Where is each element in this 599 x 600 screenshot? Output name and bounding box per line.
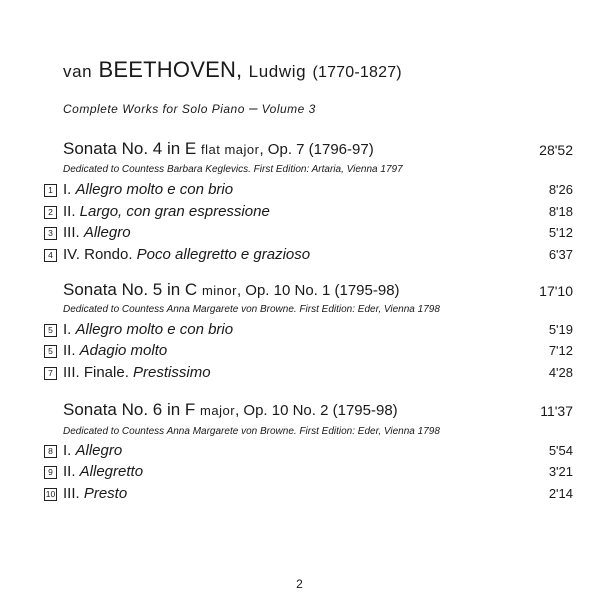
sonata-total-duration: 28'52 bbox=[539, 142, 573, 158]
track-duration: 7'12 bbox=[548, 343, 573, 358]
track-title bbox=[63, 485, 127, 502]
sonata-dedication: Dedicated to Countess Barbara Keglevics. First Edition: Artaria, Vienna 1797 bbox=[63, 164, 403, 175]
composer-separator: , bbox=[236, 57, 243, 82]
track-row[interactable] bbox=[44, 321, 573, 341]
track-tempo: Largo, con gran espressione bbox=[79, 203, 270, 220]
sonata-title-main: Sonata No. 4 in E bbox=[63, 139, 197, 158]
track-tempo: Adagio molto bbox=[79, 342, 168, 359]
track-movement: I. bbox=[63, 442, 76, 459]
track-title bbox=[63, 342, 167, 359]
track-tempo: Allegro bbox=[83, 224, 131, 241]
sonata-title-main: Sonata No. 6 in F bbox=[63, 400, 196, 419]
track-duration: 8'26 bbox=[548, 182, 573, 197]
sonata-dedication: Dedicated to Countess Anna Margarete von Browne. First Edition: Eder, Vienna 1798 bbox=[63, 426, 440, 437]
track-title bbox=[63, 246, 310, 263]
sonata-dedication: Dedicated to Countess Anna Margarete von Browne. First Edition: Eder, Vienna 1798 bbox=[63, 304, 440, 315]
track-row[interactable] bbox=[44, 442, 573, 462]
track-tempo: Poco allegretto e grazioso bbox=[136, 246, 311, 263]
sonata-title-key: major bbox=[200, 403, 236, 418]
track-row[interactable] bbox=[44, 246, 573, 266]
track-movement: II. bbox=[63, 342, 80, 359]
sonata-title-opus: , Op. 10 No. 2 (1795-98) bbox=[235, 402, 398, 419]
track-title bbox=[63, 321, 233, 338]
track-duration: 5'19 bbox=[548, 322, 573, 337]
sonata-title bbox=[63, 139, 374, 159]
track-movement: III. Finale. bbox=[63, 364, 134, 381]
track-row[interactable] bbox=[44, 203, 573, 223]
track-title bbox=[63, 181, 233, 198]
album-subtitle bbox=[63, 100, 316, 117]
track-tempo: Allegro molto e con brio bbox=[75, 181, 234, 198]
track-duration: 3'21 bbox=[548, 464, 573, 479]
track-duration: 4'28 bbox=[548, 365, 573, 380]
track-number-box: 9 bbox=[44, 466, 57, 479]
track-movement: II. bbox=[63, 203, 80, 220]
track-title bbox=[63, 203, 270, 220]
track-row[interactable] bbox=[44, 364, 573, 384]
track-number-box: 7 bbox=[44, 367, 57, 380]
track-duration: 8'18 bbox=[548, 204, 573, 219]
track-movement: IV. Rondo. bbox=[63, 246, 137, 263]
track-row[interactable] bbox=[44, 224, 573, 244]
subtitle-volume: Volume 3 bbox=[261, 102, 316, 116]
composer-years: (1770-1827) bbox=[312, 64, 402, 81]
track-title bbox=[63, 224, 131, 241]
track-number-box: 10 bbox=[45, 489, 56, 499]
track-number-box: 1 bbox=[44, 184, 57, 197]
track-number-box: 5 bbox=[44, 345, 57, 358]
track-tempo: Prestissimo bbox=[133, 364, 211, 381]
sonata-title-key: minor bbox=[201, 283, 237, 298]
track-movement: II. bbox=[63, 463, 80, 480]
track-tempo: Allegro bbox=[75, 442, 123, 459]
track-movement: I. bbox=[63, 321, 76, 338]
track-number-box: 4 bbox=[44, 249, 57, 262]
track-duration: 6'37 bbox=[548, 247, 573, 262]
track-title bbox=[63, 364, 211, 381]
composer-heading bbox=[63, 57, 402, 83]
track-duration: 5'54 bbox=[548, 443, 573, 458]
track-number-box: 5 bbox=[44, 324, 57, 337]
composer-first-name: Ludwig bbox=[248, 62, 307, 81]
track-number-box: 8 bbox=[44, 445, 57, 458]
track-row[interactable] bbox=[44, 463, 573, 483]
track-tempo: Presto bbox=[83, 485, 128, 502]
page-number: 2 bbox=[296, 577, 303, 591]
composer-prefix: van bbox=[63, 62, 93, 81]
subtitle-dash: – bbox=[244, 100, 262, 117]
track-duration: 5'12 bbox=[548, 225, 573, 240]
track-tempo: Allegretto bbox=[79, 463, 144, 480]
sonata-title bbox=[63, 400, 398, 420]
track-title bbox=[63, 442, 122, 459]
track-row[interactable] bbox=[44, 485, 573, 505]
track-movement: I. bbox=[63, 181, 76, 198]
sonata-title-key: flat major bbox=[201, 142, 260, 157]
sonata-title-opus: , Op. 7 (1796-97) bbox=[259, 141, 374, 158]
subtitle-series: Complete Works for Solo Piano bbox=[63, 102, 245, 116]
sonata-title-main: Sonata No. 5 in C bbox=[63, 280, 198, 299]
track-row[interactable] bbox=[44, 342, 573, 362]
track-row[interactable] bbox=[44, 181, 573, 201]
track-movement: III. bbox=[63, 485, 84, 502]
track-number-box: 2 bbox=[44, 206, 57, 219]
track-title bbox=[63, 463, 143, 480]
sonata-title-opus: , Op. 10 No. 1 (1795-98) bbox=[236, 282, 400, 299]
sonata-total-duration: 17'10 bbox=[539, 283, 573, 299]
composer-surname: BEETHOVEN bbox=[98, 57, 237, 82]
track-movement: III. bbox=[63, 224, 84, 241]
track-duration: 2'14 bbox=[548, 486, 573, 501]
sonata-total-duration: 11'37 bbox=[540, 403, 573, 419]
track-tempo: Allegro molto e con brio bbox=[75, 321, 234, 338]
sonata-title bbox=[63, 280, 400, 300]
track-number-box: 3 bbox=[44, 227, 57, 240]
